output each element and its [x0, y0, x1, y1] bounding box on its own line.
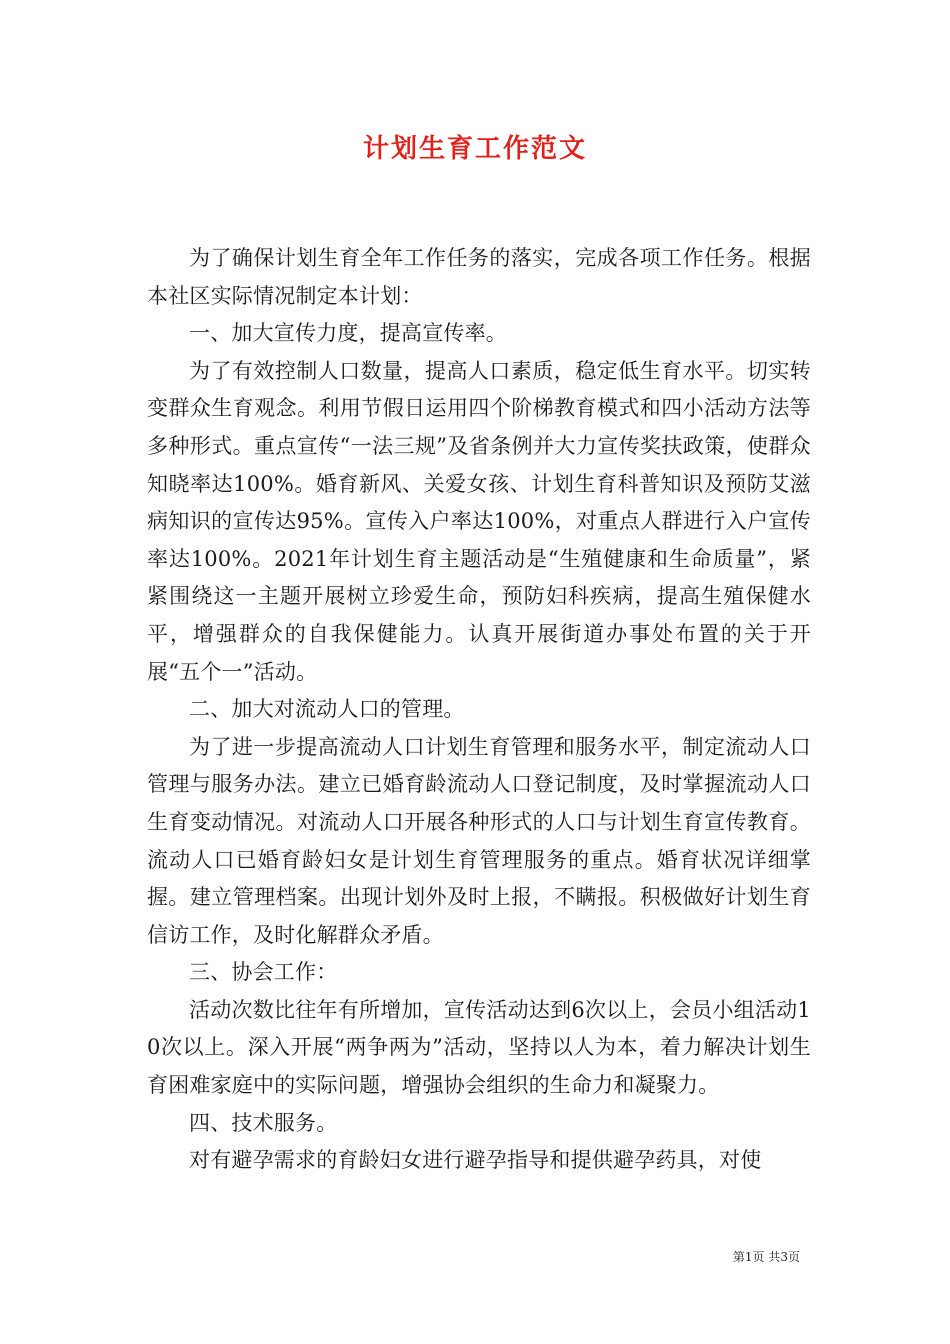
- section-heading-1: 一、加大宣传力度，提高宣传率。: [189, 321, 507, 346]
- section-heading-4: 四、技术服务。: [189, 1110, 338, 1135]
- paragraph-floating-population: 为了进一步提高流动人口计划生育管理和服务水平，制定流动人口管理与服务办法。建立已婚育龄流动人口登记制度，及时掌握流动人口生育变动情况。对流动人口开展各种形式的人口与计划生育宣传教育。流动人口已婚育龄妇女是计划生育管理服务的重点。婚育状况详细掌握。建立管理档案。出现计划外及时上报，不瞒报。积极做好计划生育信访工作，及时化解群众矛盾。: [147, 734, 811, 947]
- document-title: 计划生育工作范文: [362, 134, 587, 164]
- document-body: [147, 240, 811, 1180]
- paragraph-intro: 为了确保计划生育全年工作任务的落实，完成各项工作任务。根据本社区实际情况制定本计划：: [147, 246, 811, 308]
- paragraph-publicity: 为了有效控制人口数量，提高人口素质，稳定低生育水平。切实转变群众生育观念。利用节假日运用四个阶梯教育模式和四小活动方法等多种形式。重点宣传“一法三规”及省条例并大力宣传奖扶政策，使群众知晓率达100%。婚育新风、关爱女孩、计划生育科普知识及预防艾滋病知识的宣传达95%。宣传入户率达100%，对重点人群进行入户宣传率达100%。2021年计划生育主题活动是“生殖健康和生命质量”，紧紧围绕这一主题开展树立珍爱生命，预防妇科疾病，提高生殖保健水平，增强群众的自我保健能力。认真开展街道办事处布置的关于开展“五个一”活动。: [147, 358, 811, 684]
- section-heading-3: 三、协会工作：: [189, 960, 338, 985]
- page-number: 第1页 共3页: [732, 1250, 800, 1264]
- section-heading-2: 二、加大对流动人口的管理。: [189, 697, 465, 722]
- paragraph-association: 活动次数比往年有所增加，宣传活动达到6次以上，会员小组活动10次以上。深入开展“两争两为”活动，坚持以人为本，着力解决计划生育困难家庭中的实际问题，增强协会组织的生命力和凝聚力。: [147, 997, 811, 1098]
- paragraph-technical-service: 对有避孕需求的育龄妇女进行避孕指导和提供避孕药具，对使: [189, 1148, 762, 1173]
